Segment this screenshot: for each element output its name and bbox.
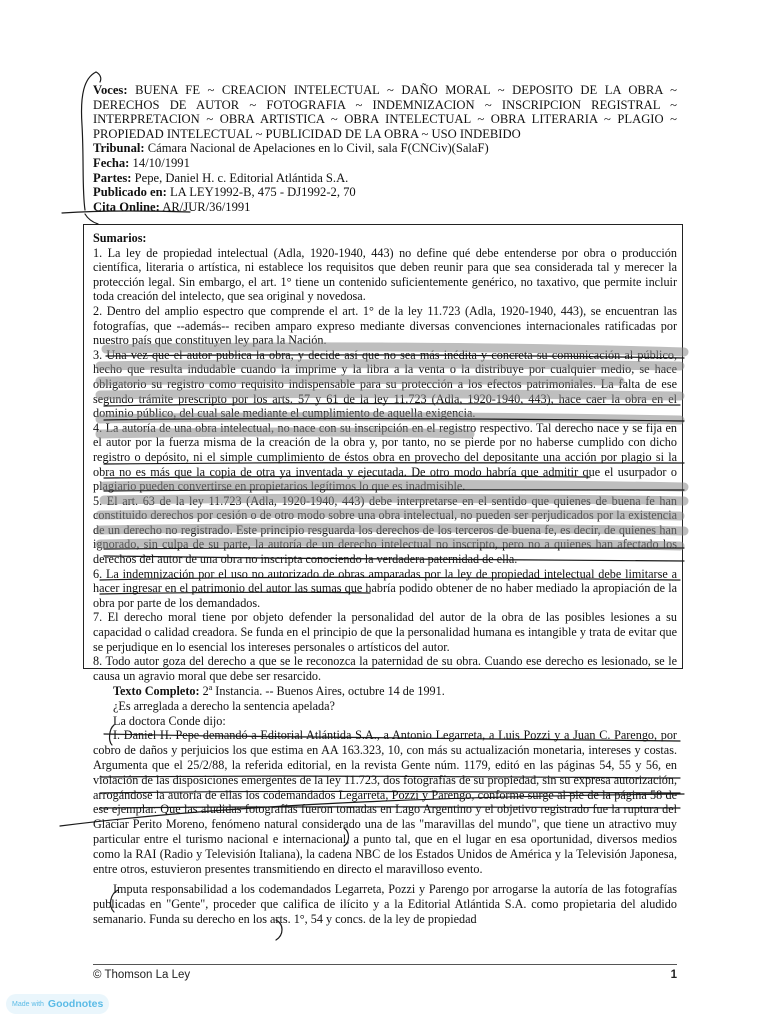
instancia-sup: a — [208, 682, 213, 692]
publicado-text: LA LEY1992-B, 475 - DJ1992-2, 70 — [169, 185, 356, 200]
sumario-item: 5. El art. 63 de la ley 11.723 (Adla, 1920-1940, 443) debe interpretarse en el sentido que quienes de buena fe han constituido derechos por cesión o de otro modo sobre una obra intelectual, no pueden ser perjudicados por la existencia de un derecho no registrado. Este principio resguarda los derechos de los terceros de buena fe, es decir, de quienes han ignorado, sin culpa de su parte, la autoría de un derecho intelectual no inscripto, pero no a quienes han afectado los derechos del autor de una obra no inscripta conociendo la verdadera paternidad de ella. — [93, 493, 677, 567]
partes-label: Partes: — [93, 170, 132, 185]
sumario-item: 3. Una vez que el autor publica la obra, y decide así que no sea más inédita y concreta su comunicación al público, hecho que resulta indudable cuando la imprime y la libra a la venta o la distribuye por cualquier medio, se hace obligatorio su registro como requisito indispensable para su protección a los efectos patrimoniales. La falta de ese segundo trámite prescripto por los arts. 57 y 61 de la ley 11.723 (Adla, 1920-1940, 443), hace caer la obra en el dominio público, del cual sale mediante el cumplimiento de aquella exigencia. — [93, 347, 677, 421]
tribunal-line — [93, 141, 677, 156]
cita-text: AR/JUR/36/1991 — [162, 199, 251, 214]
sumario-item: 4. La autoría de una obra intelectual, no nace con su inscripción en el registro respectivo. Tal derecho nace y se fija en el autor por la fuerza misma de la creación de la obra y, por tanto, no se pierde por no haberse cumplido con dicho registro o depósito, ni el simple cumplimiento de éstos obra en provecho del depositante una acción por plagio si la obra no es más que la copia de otra ya inventada y ejecutada. De otro modo habría que admitir que el usurpador o plagiario pueden convertirse en propietarios legítimos lo que es inadmisible. — [93, 420, 677, 494]
voces-line — [93, 83, 677, 141]
instancia-number: 2 — [202, 684, 209, 698]
footer-divider — [93, 964, 677, 965]
sumario-item: 2. Dentro del amplio espectro que comprende el art. 1° de la ley 11.723 (Adla, 1920-1940, 443), se encuentran las fotografías, que --además-- reciben amparo expreso mediante diversas convenciones internacionales ratificadas por nuestro país que constituyen ley para la Nación. — [93, 303, 677, 348]
sumarios-title: Sumarios: — [93, 231, 147, 245]
publicado-line — [93, 185, 677, 200]
instancia-text: Instancia. -- Buenos Aires, octubre 14 de 1991. — [212, 684, 445, 698]
texto-completo-section — [93, 684, 677, 927]
watermark-brand: Goodnotes — [47, 998, 104, 1010]
header-metadata — [93, 83, 677, 214]
texto-question: ¿Es arreglada a derecho la sentencia apelada? — [113, 698, 335, 713]
texto-intro — [93, 684, 677, 699]
cita-line — [93, 200, 677, 215]
cita-label: Cita Online: — [93, 199, 160, 214]
sumario-item: 6. La indemnización por el uso no autorizado de obras amparadas por la ley de propiedad intelectual debe limitarse a hacer ingresar en el patrimonio del autor las sumas que habría podido obtener de no haber mediado la apropiación de la obra por parte de los demandados. — [93, 566, 677, 610]
texto-doctora: La doctora Conde dijo: — [113, 713, 226, 728]
texto-label: Texto Completo: — [113, 684, 200, 698]
fecha-text: 14/10/1991 — [132, 155, 190, 170]
sumario-item: 7. El derecho moral tiene por objeto defender la personalidad del autor de la obra de las posibles lesiones a su capacidad o calidad creadora. Se funda en el principio de que la personalidad humana es intangible y trata de evitar que se perjudique en lo esencial los intereses personales o artísticos del autor. — [93, 610, 677, 654]
texto-paragraph-1: I. Daniel H. Pepe demandó a Editorial Atlántida S.A., a Antonio Legarreta, a Luis Pozzi y a Juan C. Parengo, por cobro de daños y perjuicios los que estima en AA 163.323, 10, con más su actualización monetaria, intereses y costas. Argumenta que el 25/2/88, la referida editorial, en la revista Gente núm. 1179, editó en las páginas 54, 55 y 56, en violación de las disposiciones emergentes de la ley 11.723, dos fotografías de su propiedad, sin su expresa autorización, arrogándose la autoría de ellas los codemandados Legarreta, Pozzi y Parengo, conforme surge al pie de la página 58 de ese ejemplar. Que las aludidas fotografías fueron tomadas en Lago Argentino y el objetivo registrado fue la ruptura del Glaciar Perito Moreno, fenómeno natural considerado una de las "maravillas del mundo", que tiene un atractivo muy particular entre el turismo nacional e internacional, a punto tal, que en el lugar en esa oportunidad, diversos medios como la RAI (Radio y Televisión Italiana), la cadena NBC de los Estados Unidos de América y la Televisión Japonesa, entre otros, estuvieron presentes transmitiendo en directo el maravilloso evento. — [93, 728, 677, 876]
partes-text: Pepe, Daniel H. c. Editorial Atlántida S.A. — [134, 170, 349, 185]
goodnotes-watermark — [6, 994, 109, 1014]
bracket-join — [85, 214, 98, 224]
fecha-line — [93, 156, 677, 171]
fecha-label: Fecha: — [93, 155, 130, 170]
tribunal-text: Cámara Nacional de Apelaciones en lo Civil, sala F(CNCiv)(SalaF) — [147, 141, 489, 156]
footer-publisher: © Thomson La Ley — [93, 969, 191, 981]
page-number: 1 — [670, 969, 677, 981]
sumarios-section — [93, 231, 677, 683]
voces-label: Voces: — [93, 83, 128, 97]
bracket-hook — [96, 72, 101, 82]
sumario-item: 1. La ley de propiedad intelectual (Adla, 1920-1940, 443) no define qué debe entenderse por obra o producción científica, literaria o artística, ni establece los requisitos que deben reunir para que sea considerada tal y merecer la protección legal. Sin embargo, el art. 1° tiene un contenido suficientemente genérico, no taxativo, que permite incluir toda creación del intelecto, que sea original y novedosa. — [93, 245, 677, 304]
voces-text: BUENA FE ~ CREACION INTELECTUAL ~ DAÑO MORAL ~ DEPOSITO DE LA OBRA ~ DERECHOS DE AUTOR ~ FOTOGRAFIA ~ INDEMNIZACION ~ INSCRIPCION REGISTRAL ~ INTERPRETACION ~ OBRA ARTISTICA ~ OBRA INTELECTUAL ~ OBRA LITERARIA ~ PLAGIO ~ PROPIEDAD INTELECTUAL ~ PUBLICIDAD DE LA OBRA ~ USO INDEBIDO — [93, 83, 677, 141]
partes-line — [93, 171, 677, 186]
tribunal-label: Tribunal: — [93, 141, 145, 156]
texto-paragraph-2: Imputa responsabilidad a los codemandados Legarreta, Pozzi y Parengo por arrogarse la autoría de las fotografías publicadas en "Gente", proceder que califica de ilícito y a la Editorial Atlántida S.A. como propietaria del aludido semanario. Funda su derecho en los arts. 1°, 54 y concs. de la ley de propiedad — [93, 882, 677, 926]
sumario-item: 8. Todo autor goza del derecho a que se le reconozca la paternidad de su obra. Cuando ese derecho es lesionado, se le causa un agravio moral que debe ser resarcido. — [93, 654, 677, 683]
publicado-label: Publicado en: — [93, 185, 167, 200]
watermark-prefix: Made with — [12, 1000, 44, 1008]
